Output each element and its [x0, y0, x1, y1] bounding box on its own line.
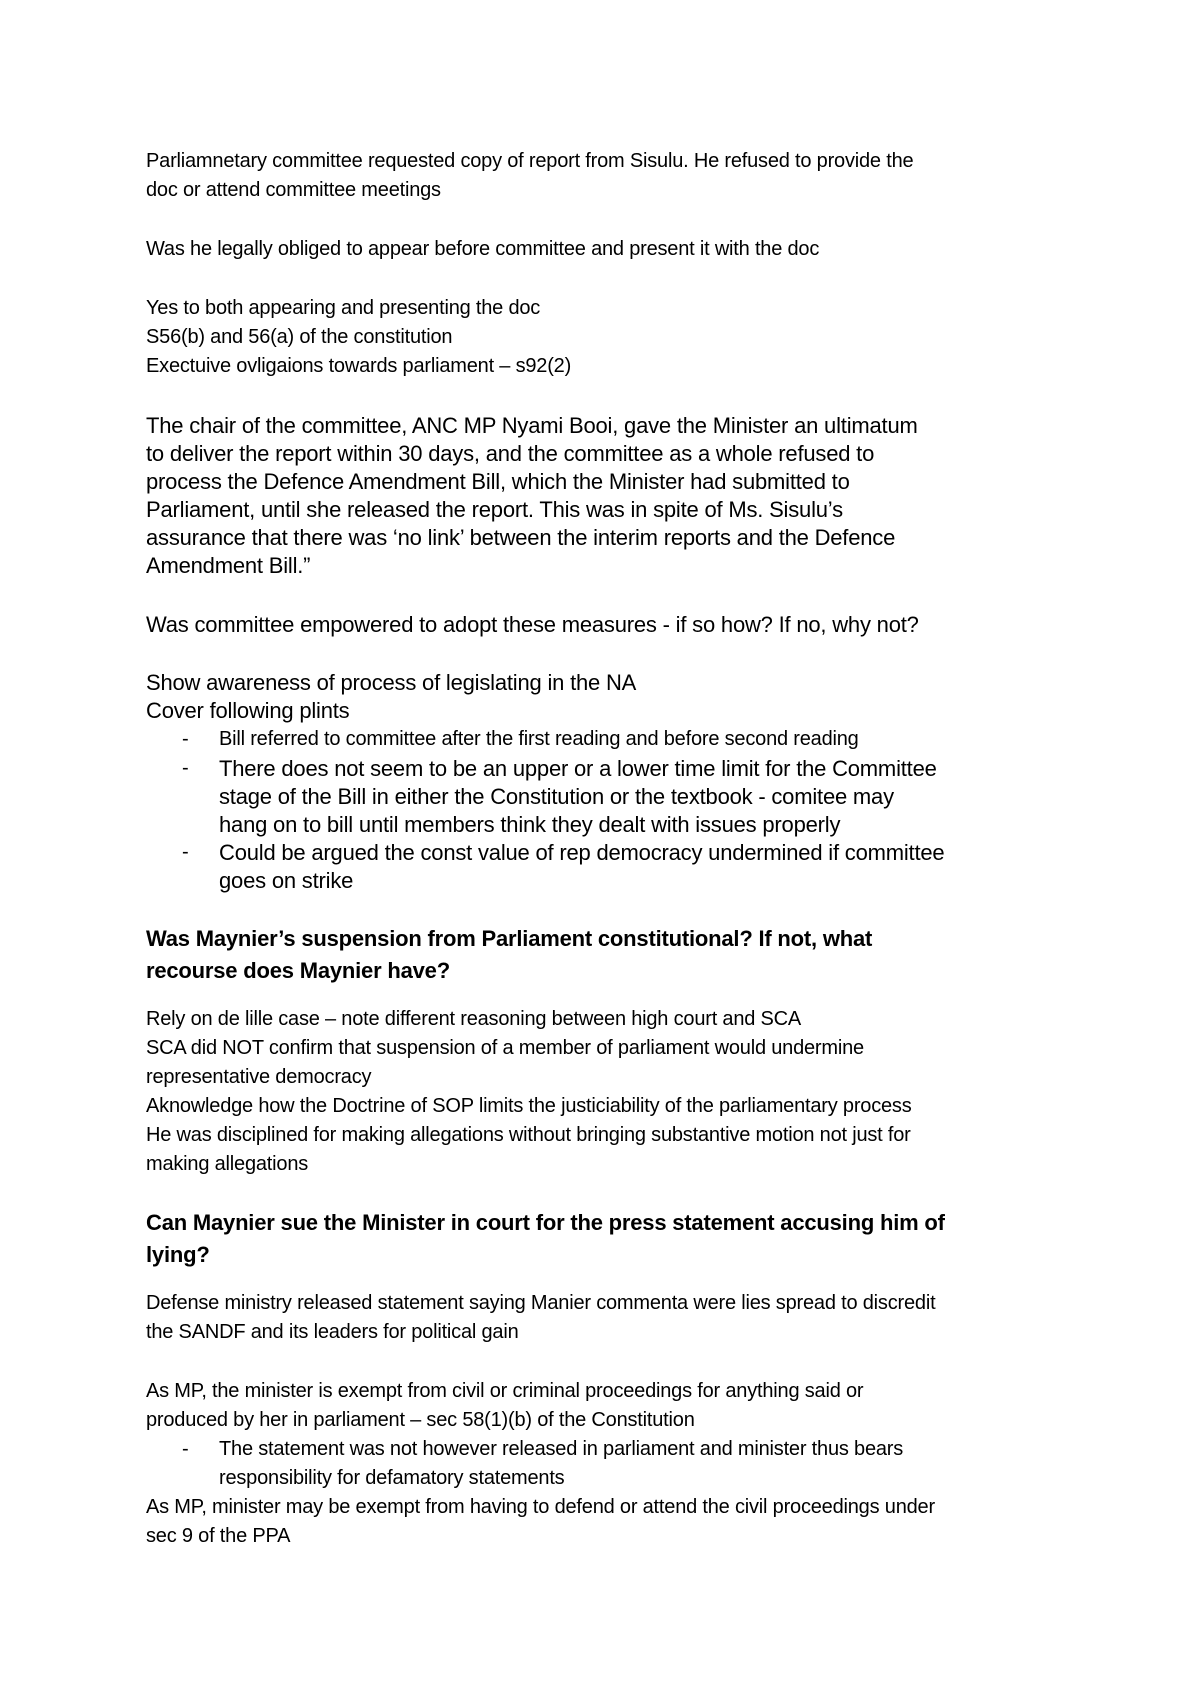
- exemption-line-1: As MP, the minister is exempt from civil or criminal proceedings for anything said or: [146, 1380, 864, 1402]
- suspension-line-1: Rely on de lille case – note different reasoning between high court and SCA: [146, 1008, 802, 1030]
- heading-suspension-line-1: Was Maynier’s suspension from Parliament constitutional? If not, what: [146, 926, 873, 951]
- question-legal-obligation: Was he legally obliged to appear before committee and present it with the doc: [146, 238, 820, 260]
- suspension-line-6: making allegations: [146, 1153, 309, 1175]
- quote-line-6: Amendment Bill.”: [146, 553, 311, 578]
- bullet-3-line-1: Could be argued the const value of rep democracy undermined if committee: [219, 840, 945, 865]
- defense-statement-line-2: the SANDF and its leaders for political gain: [146, 1321, 519, 1343]
- heading-suspension-line-2: recourse does Maynier have?: [146, 958, 450, 983]
- ppa-line-2: sec 9 of the PPA: [146, 1525, 291, 1547]
- statement-bullet-line-1: The statement was not however released in parliament and minister thus bears: [219, 1438, 904, 1460]
- ppa-line-1: As MP, minister may be exempt from having to defend or attend the civil proceedings under: [146, 1496, 935, 1518]
- suspension-line-4: Aknowledge how the Doctrine of SOP limits the justiciability of the parliamentary process: [146, 1095, 912, 1117]
- heading-sue-line-2: lying?: [146, 1242, 210, 1267]
- quote-line-5: assurance that there was ‘no link’ between the interim reports and the Defence: [146, 525, 896, 550]
- exemption-line-2: produced by her in parliament – sec 58(1)(b) of the Constitution: [146, 1409, 695, 1431]
- quote-line-3: process the Defence Amendment Bill, which the Minister had submitted to: [146, 469, 850, 494]
- quote-line-1: The chair of the committee, ANC MP Nyami Booi, gave the Minister an ultimatum: [146, 413, 918, 438]
- show-awareness-line: Show awareness of process of legislating in the NA: [146, 670, 637, 695]
- question-committee-empowered: Was committee empowered to adopt these measures - if so how? If no, why not?: [146, 612, 919, 637]
- bullet-3-line-2: goes on strike: [219, 868, 354, 893]
- intro-line-2: doc or attend committee meetings: [146, 179, 441, 201]
- intro-line-1: Parliamnetary committee requested copy of report from Sisulu. He refused to provide the: [146, 150, 914, 172]
- bullet-2-line-3: hang on to bill until members think they dealt with issues properly: [219, 812, 841, 837]
- bullet-2-line-2: stage of the Bill in either the Constitution or the textbook - comitee may: [219, 784, 894, 809]
- heading-sue-line-1: Can Maynier sue the Minister in court for the press statement accusing him of: [146, 1210, 945, 1235]
- bullet-marker: -: [182, 1438, 189, 1460]
- defense-statement-line-1: Defense ministry released statement saying Manier commenta were lies spread to discredit: [146, 1292, 936, 1314]
- statement-bullet-line-2: responsibility for defamatory statements: [219, 1467, 565, 1489]
- suspension-line-3: representative democracy: [146, 1066, 372, 1088]
- bullet-1: Bill referred to committee after the first reading and before second reading: [219, 728, 859, 750]
- bullet-2-line-1: There does not seem to be an upper or a lower time limit for the Committee: [219, 756, 937, 781]
- bullet-marker: -: [182, 841, 189, 863]
- answer-line-2: S56(b) and 56(a) of the constitution: [146, 326, 453, 348]
- answer-line-3: Exectuive ovligaions towards parliament – s92(2): [146, 355, 572, 377]
- bullet-marker: -: [182, 728, 189, 750]
- suspension-line-2: SCA did NOT confirm that suspension of a member of parliament would undermine: [146, 1037, 864, 1059]
- suspension-line-5: He was disciplined for making allegations without bringing substantive motion not just for: [146, 1124, 911, 1146]
- quote-line-4: Parliament, until she released the report. This was in spite of Ms. Sisulu’s: [146, 497, 843, 522]
- answer-line-1: Yes to both appearing and presenting the doc: [146, 297, 541, 319]
- cover-points-line: Cover following plints: [146, 698, 350, 723]
- quote-line-2: to deliver the report within 30 days, and the committee as a whole refused to: [146, 441, 875, 466]
- bullet-marker: -: [182, 757, 189, 779]
